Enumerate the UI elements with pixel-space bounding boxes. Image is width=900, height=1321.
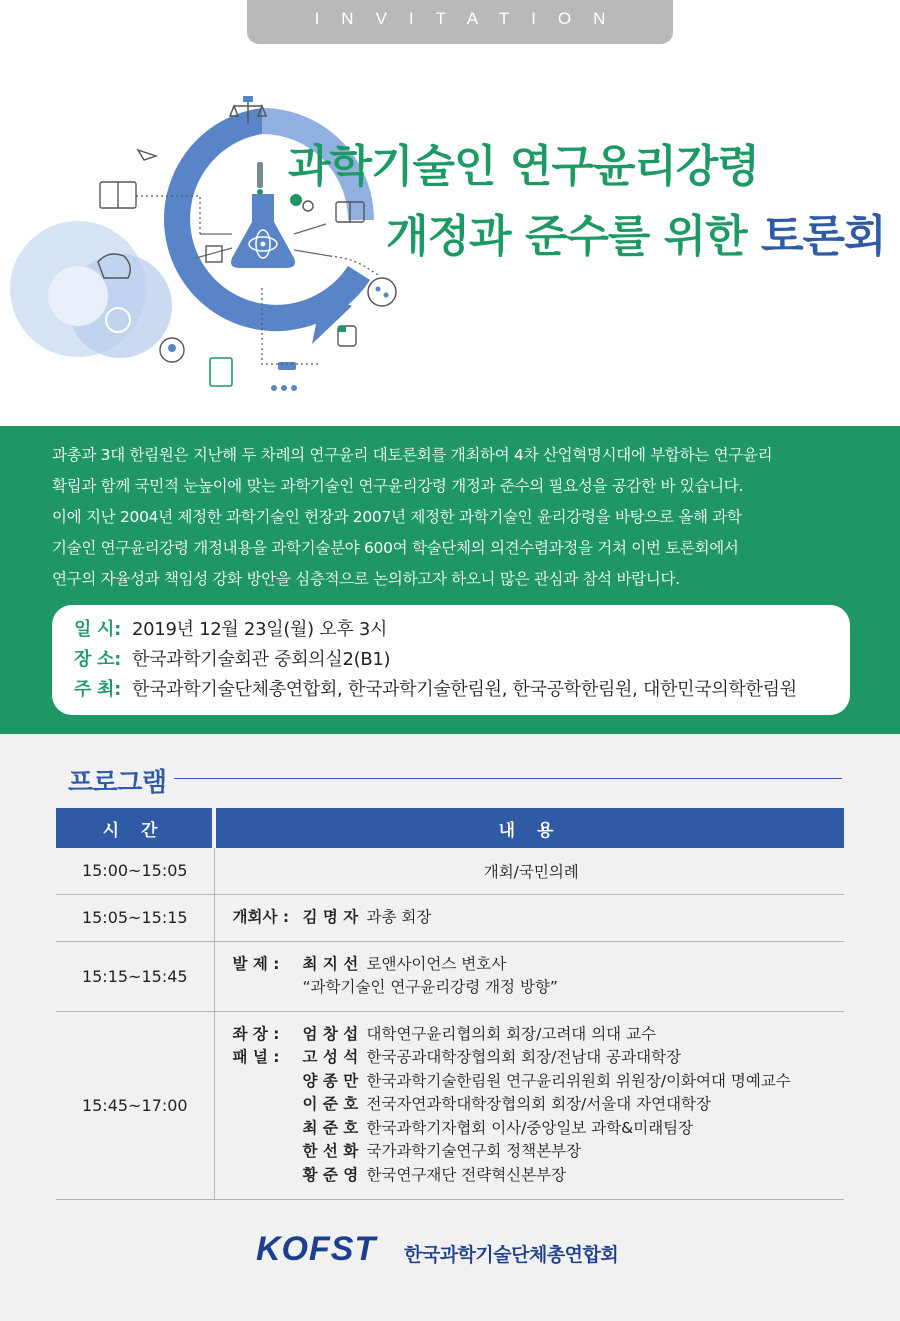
row-content: [214, 1011, 844, 1199]
person-name: 양 종 만: [302, 1071, 359, 1090]
person-title: 로앤사이언스 변호사: [366, 954, 507, 973]
program-table: [56, 808, 844, 1200]
date-value: 2019년 12월 23일(월) 오후 3시: [132, 619, 388, 640]
intro-line: 이에 지난 2004년 제정한 과학기술인 헌장과 2007년 제정한 과학기술인 윤리강령을 바탕으로 올해 과학: [52, 508, 742, 526]
info-place-row: [74, 645, 828, 675]
column-header-content: 내 용: [214, 808, 844, 848]
date-label: 일 시:: [74, 619, 122, 640]
table-row: [56, 894, 844, 941]
role-label: 개회사 :: [232, 907, 290, 926]
person-title: 대학연구윤리협의회 회장/고려대 의대 교수: [366, 1024, 657, 1043]
person-title: 한국과학기자협회 이사/중앙일보 과학&미래팀장: [366, 1118, 694, 1137]
kofst-logo: KOFST: [256, 1230, 377, 1268]
invitation-tab: [247, 0, 673, 44]
flask-icon: [231, 194, 295, 268]
row-time: 15:00~15:05: [56, 848, 214, 894]
program-title: 프로그램: [68, 768, 167, 798]
program-title-rule: [174, 778, 842, 779]
info-date-row: [74, 615, 828, 645]
person-name: 한 선 화: [302, 1142, 359, 1161]
person-title: 한국과학기술한림원 연구윤리위원회 위원장/이화여대 명예교수: [366, 1071, 791, 1090]
paper-plane-icon: [138, 150, 156, 160]
person-title: 전국자연과학대학장협의회 회장/서울대 자연대학장: [366, 1095, 711, 1114]
table-row: [56, 848, 844, 894]
intro-band: [0, 426, 900, 734]
hero-section: [0, 44, 900, 426]
role-label: 좌 장 :: [232, 1024, 280, 1043]
role-label: 패 널 :: [232, 1048, 280, 1067]
decor-circle-inner: [48, 266, 108, 326]
event-info-card: [52, 605, 850, 715]
row-time: 15:45~17:00: [56, 1011, 214, 1199]
presentation-topic: “과학기술인 연구윤리강령 개정 방향”: [302, 978, 558, 996]
row-content: [214, 941, 844, 1011]
intro-line: 확립과 함께 국민적 눈높이에 맞는 과학기술인 연구윤리강령 개정과 준수의 필요성을 공감한 바 있습니다.: [52, 477, 744, 495]
host-value: 한국과학기술단체총연합회, 한국과학기술한림원, 한국공학한림원, 대한민국의학한림원: [132, 679, 797, 700]
person-title: 한국공과대학장협의회 회장/전남대 공과대학장: [366, 1048, 682, 1067]
title-line-1: 과학기술인 연구윤리강령: [288, 141, 759, 192]
person-name: 김 명 자: [302, 907, 359, 926]
role-label: 발 제 :: [232, 954, 280, 973]
row-content: [214, 894, 844, 941]
person-name: 이 준 호: [302, 1095, 359, 1114]
person-name: 최 준 호: [302, 1118, 359, 1137]
page-title: [288, 132, 886, 272]
title-line-2-main: 개정과 준수를 위한: [386, 211, 761, 262]
intro-line: 기술인 연구윤리강령 개정내용을 과학기술분야 600여 학술단체의 의견수렴과정을 거쳐 이번 토론회에서: [52, 539, 739, 557]
table-row: [56, 941, 844, 1011]
intro-line: 연구의 자율성과 책임성 강화 방안을 심층적으로 논의하고자 하오니 많은 관심과 참석 바랍니다.: [52, 570, 680, 588]
intro-line: 과총과 3대 한림원은 지난해 두 차례의 연구윤리 대토론회를 개최하여 4차 산업혁명시대에 부합하는 연구윤리: [52, 446, 773, 464]
person-name: 엄 창 섭: [302, 1024, 359, 1043]
place-label: 장 소:: [74, 649, 122, 670]
person-name: 고 성 석: [302, 1048, 359, 1067]
person-title: 국가과학기술연구회 정책본부장: [366, 1142, 582, 1161]
title-line-2-emphasis: 토론회: [761, 211, 886, 262]
host-label: 주 최:: [74, 679, 122, 700]
intro-text: [52, 440, 852, 595]
row-content: 개회/국민의례: [214, 848, 844, 894]
table-header-row: [56, 808, 844, 848]
title-line-2: [288, 202, 886, 272]
row-time: 15:15~15:45: [56, 941, 214, 1011]
dropper-icon: [257, 162, 263, 188]
info-host-row: [74, 675, 828, 705]
person-title: 과총 회장: [366, 907, 432, 926]
row-time: 15:05~15:15: [56, 894, 214, 941]
invitation-label: INVITATION: [314, 9, 628, 28]
organization-name: 한국과학기술단체총연합회: [404, 1244, 619, 1266]
hand-document-icon: [210, 358, 232, 386]
person-name: 최 지 선: [302, 954, 359, 973]
person-title: 한국연구재단 전략혁신본부장: [366, 1165, 567, 1184]
microscope-icon: [271, 362, 297, 391]
column-header-time: 시 간: [56, 808, 214, 848]
footer: [0, 1230, 900, 1280]
person-name: 황 준 영: [302, 1165, 359, 1184]
place-value: 한국과학기술회관 중회의실2(B1): [132, 649, 391, 670]
petri-dish-icon: [368, 278, 396, 306]
table-row: [56, 1011, 844, 1199]
